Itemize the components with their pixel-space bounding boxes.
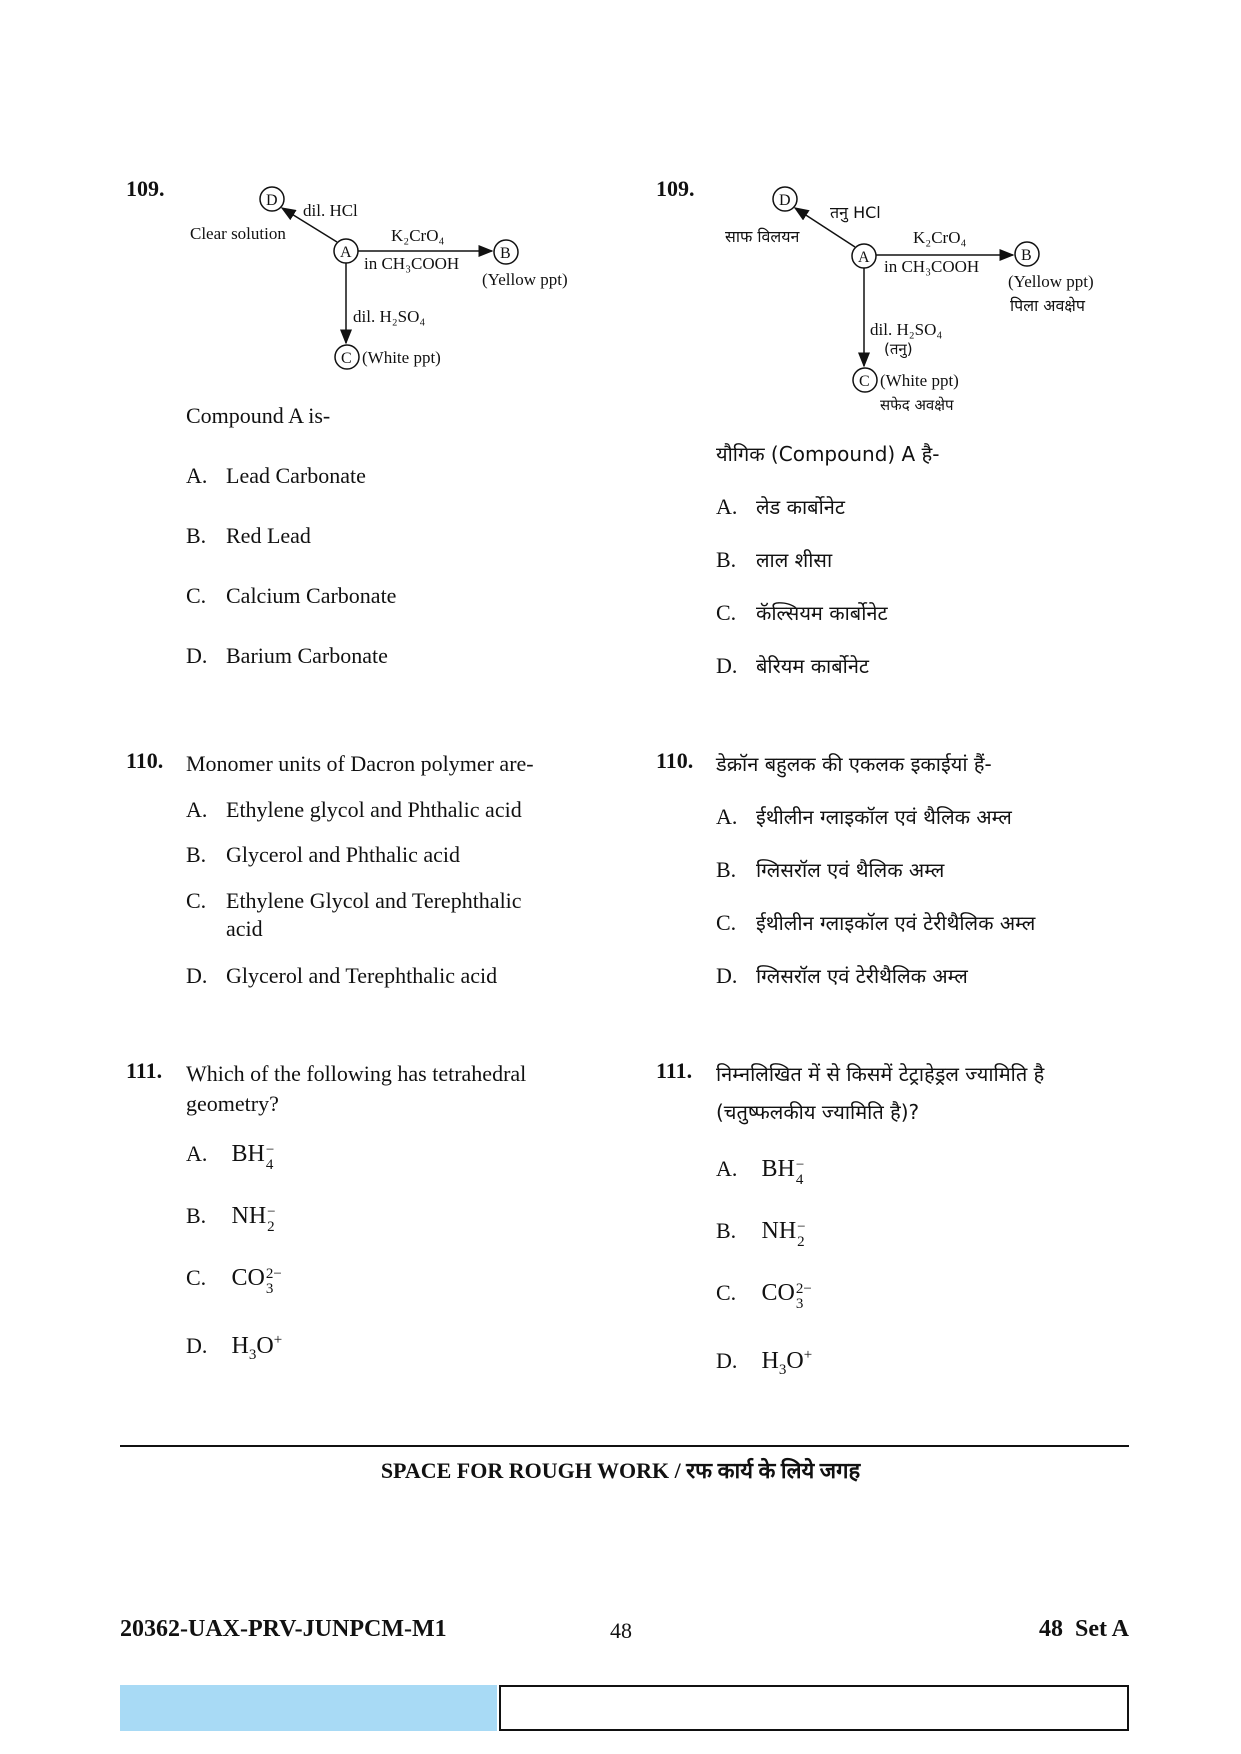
node-a-label: A <box>858 249 870 266</box>
option-c <box>716 1279 812 1313</box>
option-d <box>716 1341 812 1384</box>
option-d <box>186 1326 282 1369</box>
label-k2cro4: K₂CrO₄ <box>391 226 445 245</box>
label-dil-hcl: dil. HCl <box>303 201 358 220</box>
formula-bh4-minus: BH − 4 <box>761 1156 805 1189</box>
question-text-continued: (चतुष्फलकीय ज्यामिति है)? <box>716 1100 920 1124</box>
option-b <box>716 1217 806 1251</box>
option-letter: C. <box>716 1280 737 1305</box>
label-in-ch3cooh: in CH₃COOH <box>884 257 980 276</box>
reaction-diagram-hindi <box>720 180 1130 425</box>
page-set-label: 48 Set A <box>1039 1616 1129 1642</box>
option-text: Glycerol and Terephthalic acid <box>226 963 498 988</box>
node-d-label: D <box>779 192 791 209</box>
option-d <box>716 652 869 680</box>
divider-line <box>120 1445 1129 1447</box>
option-text: लेड कार्बोनेट <box>756 495 845 519</box>
question-number: 109. <box>126 176 165 201</box>
label-clear-solution: साफ विलयन <box>725 227 800 246</box>
formula-bh4-minus: BH − 4 <box>231 1141 275 1174</box>
option-d <box>716 962 968 990</box>
label-dil-h2so4: dil. H₂SO₄ <box>870 320 943 339</box>
option-c-continued: acid <box>226 916 263 941</box>
option-letter: C. <box>716 600 737 625</box>
node-c-label: C <box>341 350 352 367</box>
option-b <box>716 546 832 574</box>
label-white-ppt-hindi: सफेद अवक्षेप <box>880 396 954 414</box>
option-text: लाल शीसा <box>756 548 833 572</box>
label-white-ppt: (White ppt) <box>362 348 441 367</box>
question-text-continued: geometry? <box>186 1091 279 1116</box>
reaction-diagram <box>185 178 595 378</box>
option-letter: D. <box>716 1348 738 1373</box>
option-letter: B. <box>186 842 207 867</box>
option-b <box>186 522 311 550</box>
option-letter: A. <box>716 494 738 519</box>
option-letter: B. <box>186 523 207 548</box>
option-letter: A. <box>716 804 738 829</box>
option-a <box>186 796 522 824</box>
node-b-label: B <box>500 245 511 262</box>
option-letter: C. <box>186 888 207 913</box>
option-c <box>186 887 522 915</box>
option-b <box>186 1202 276 1236</box>
option-letter: A. <box>186 797 208 822</box>
label-yellow-ppt: (Yellow ppt) <box>1008 272 1094 291</box>
node-d-label: D <box>266 192 278 209</box>
option-c <box>716 599 888 627</box>
label-k2cro4: K₂CrO₄ <box>913 228 967 247</box>
formula-h3o-plus: $H_3O^+$ <box>761 1347 813 1378</box>
rough-work-heading: SPACE FOR ROUGH WORK / रफ कार्य के लिये जगह <box>380 1458 861 1483</box>
question-number: 110. <box>126 748 164 773</box>
option-letter: B. <box>716 857 737 882</box>
option-letter: C. <box>186 1265 207 1290</box>
option-letter: C. <box>716 910 737 935</box>
label-white-ppt: (White ppt) <box>880 371 959 390</box>
formula-h3o-plus: $H_3O^+$ <box>231 1332 283 1363</box>
option-text: Lead Carbonate <box>226 463 366 488</box>
paper-code: 20362-UAX-PRV-JUNPCM-M1 <box>120 1616 447 1642</box>
option-letter: A. <box>716 1156 738 1181</box>
formula-co3-2minus: CO 2− 3 <box>761 1280 812 1313</box>
option-b <box>716 856 944 884</box>
question-text: Which of the following has tetrahedral <box>186 1061 527 1086</box>
option-letter: D. <box>186 1333 208 1358</box>
node-c-label: C <box>859 373 870 390</box>
question-number: 111. <box>126 1058 163 1083</box>
label-in-ch3cooh: in CH₃COOH <box>364 254 460 273</box>
option-letter: D. <box>716 653 738 678</box>
option-text: Barium Carbonate <box>226 643 388 668</box>
node-a-label: A <box>340 244 352 261</box>
option-letter: D. <box>186 643 208 668</box>
option-d <box>186 962 497 990</box>
label-tanu-hcl: तनु HCl <box>830 203 881 222</box>
label-dil-h2so4: dil. H₂SO₄ <box>353 307 426 326</box>
option-text: कॅल्सियम कार्बोनेट <box>756 601 888 625</box>
label-yellow-ppt-hindi: पिला अवक्षेप <box>1010 296 1085 315</box>
option-letter: B. <box>716 547 737 572</box>
answer-box <box>499 1685 1129 1731</box>
formula-co3-2minus: CO 2− 3 <box>231 1265 282 1298</box>
option-text: Ethylene Glycol and Terephthalic <box>226 888 522 913</box>
option-text: बेरियम कार्बोनेट <box>756 654 870 678</box>
node-b-label: B <box>1021 247 1032 264</box>
option-text: Calcium Carbonate <box>226 583 397 608</box>
option-text: ग्लिसरॉल एवं थैलिक अम्ल <box>756 858 945 882</box>
option-c <box>186 1264 282 1298</box>
question-text: डेक्रॉन बहुलक की एकलक इकाईयां हैं- <box>716 752 992 776</box>
option-a <box>716 1155 805 1189</box>
option-letter: D. <box>716 963 738 988</box>
question-number: 109. <box>656 176 695 201</box>
option-letter: B. <box>716 1218 737 1243</box>
option-letter: A. <box>186 1141 208 1166</box>
option-a <box>716 803 1012 831</box>
option-letter: B. <box>186 1203 207 1228</box>
option-text: Glycerol and Phthalic acid <box>226 842 460 867</box>
question-number: 111. <box>656 1058 693 1083</box>
label-clear-solution: Clear solution <box>190 224 286 243</box>
option-text: ईथीलीन ग्लाइकॉल एवं टेरीथैलिक अम्ल <box>756 911 1036 935</box>
question-number: 110. <box>656 748 694 773</box>
option-letter: D. <box>186 963 208 988</box>
option-d <box>186 642 388 670</box>
option-text: Red Lead <box>226 523 311 548</box>
option-c <box>716 909 1035 937</box>
option-text: ईथीलीन ग्लाइकॉल एवं थैलिक अम्ल <box>756 805 1012 829</box>
question-text: यौगिक (Compound) A है- <box>716 442 940 466</box>
label-yellow-ppt: (Yellow ppt) <box>482 270 568 289</box>
label-tanu: (तनु) <box>884 340 913 358</box>
option-letter: C. <box>186 583 207 608</box>
question-text: Compound A is- <box>186 403 331 428</box>
barcode-area-fill <box>120 1685 497 1731</box>
question-text: निम्नलिखित में से किसमें टेट्राहेड्रल ज्यामिति है <box>716 1062 1045 1086</box>
page-number: 48 <box>610 1618 632 1643</box>
option-text: ग्लिसरॉल एवं टेरीथैलिक अम्ल <box>756 964 968 988</box>
option-a <box>716 493 845 521</box>
option-a <box>186 1140 275 1174</box>
formula-nh2-minus: NH − 2 <box>231 1203 276 1236</box>
option-text: Ethylene glycol and Phthalic acid <box>226 797 522 822</box>
option-letter: A. <box>186 463 208 488</box>
question-text: Monomer units of Dacron polymer are- <box>186 751 534 776</box>
option-c <box>186 582 396 610</box>
option-a <box>186 462 366 490</box>
formula-nh2-minus: NH − 2 <box>761 1218 806 1251</box>
option-b <box>186 841 460 869</box>
